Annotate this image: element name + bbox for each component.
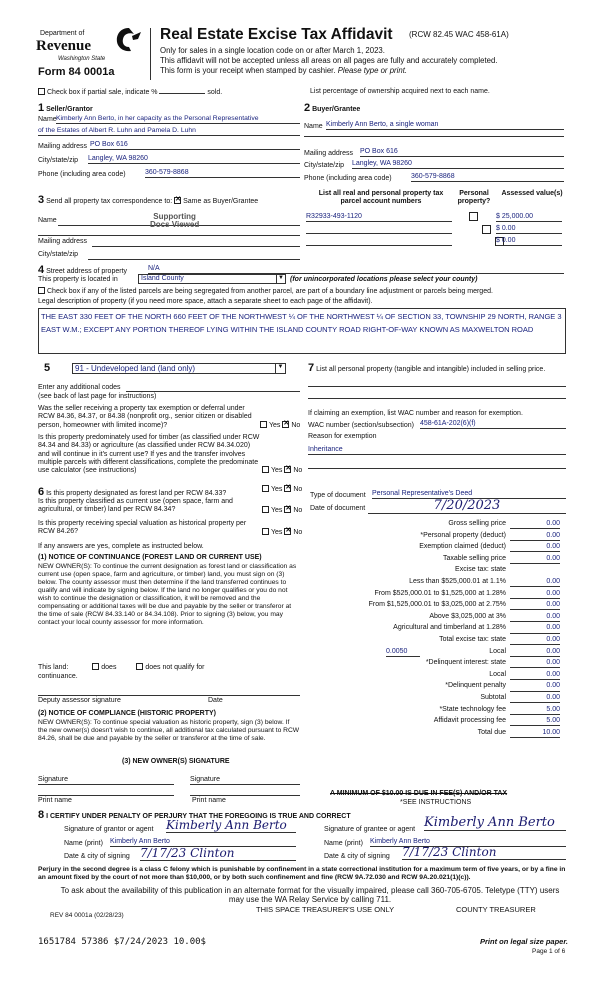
grantor-date-field[interactable]: 7/17/23 Clinton <box>140 846 296 861</box>
legal-paper-note: Print on legal size paper. <box>480 937 568 946</box>
page-number: Page 1 of 6 <box>532 948 566 955</box>
tax-row-value[interactable]: 5.00 <box>510 706 560 715</box>
certify-line: 8 I CERTIFY UNDER PENALTY OF PERJURY THAT THE FOREGOING IS TRUE AND CORRECT <box>38 809 351 821</box>
notice1-title: (1) NOTICE OF CONTINUANCE (FOREST LAND OR CURRENT USE) <box>38 554 262 561</box>
county-treasurer: COUNTY TREASURER <box>456 905 536 914</box>
assessed-value-2[interactable]: $ 0.00 <box>496 225 562 234</box>
land-use-select[interactable] <box>72 363 286 374</box>
tax-row <box>296 706 564 717</box>
tax-row-value[interactable]: 0.00 <box>510 624 560 633</box>
tax-row-label: Above $3,025,000 at 3% <box>429 612 506 620</box>
county-note: (for unincorporated locations please select your county) <box>290 276 478 283</box>
header-note3 <box>160 66 407 75</box>
tax-row-value[interactable]: 0.00 <box>510 520 560 529</box>
tax-row <box>296 520 564 531</box>
tax-row <box>296 671 564 682</box>
tax-row-label: *Delinquent interest: state <box>425 659 506 667</box>
grantee-name-field[interactable]: Kimberly Ann Berto <box>370 838 566 847</box>
treasurer-only: THIS SPACE TREASURER'S USE ONLY <box>256 905 395 914</box>
additional-codes-label: Enter any additional codes <box>38 384 121 391</box>
doc-date-field[interactable]: 7/20/2023 <box>368 498 566 514</box>
seller-name-field-line2[interactable]: of the Estates of Albert R. Luhn and Pamela D. Luhn <box>38 127 300 136</box>
tax-row-value[interactable]: 0.00 <box>510 578 560 587</box>
minimum-note: A MINIMUM OF $10.00 IS DUE IN FEE(S) AND/OR TAX <box>330 790 508 797</box>
seller-city-field[interactable]: Langley, WA 98260 <box>88 155 300 164</box>
chevron-down-icon: ▼ <box>276 275 285 284</box>
tax-row-label: Local <box>489 670 506 678</box>
s6q1-yes-no: Yes ✕ No <box>262 485 302 494</box>
segregated-label: Check box if any of the listed parcels are being segregated from another parcel, are part of a boundary line adjustment or parcels being merged. <box>47 288 493 295</box>
tax-row <box>296 543 564 554</box>
tax-row-value[interactable]: 10.00 <box>510 729 560 738</box>
reason-label: Reason for exemption <box>308 433 377 440</box>
ownership-note: List percentage of ownership acquired next to each name. <box>310 88 490 95</box>
personal-property-checkbox-1[interactable] <box>469 212 478 221</box>
dept-state: Washington State <box>58 56 106 62</box>
doc-type-label: Type of document <box>310 492 366 499</box>
form-rcw: (RCW 82.45 WAC 458-61A) <box>409 30 509 39</box>
tax-row-value[interactable]: 0.00 <box>510 543 560 552</box>
q2-yes-checkbox[interactable] <box>262 466 269 473</box>
s6q2-yes-checkbox[interactable] <box>262 506 269 513</box>
tax-row-value[interactable]: 0.00 <box>510 682 560 691</box>
continuance-label: continuance. <box>38 673 78 680</box>
q1-no-checkbox[interactable] <box>282 421 289 428</box>
perjury-note: Perjury in the second degree is a class C felony which is punishable by confinement in a state correctional institution for a maximum term of five years, or by a fine in an amount fixed by the court of not more than $10,000, or by both such confinement and fine (RCW 9A.72.030 and RCW 9A.20.021(1)(c)). <box>38 866 566 881</box>
buyer-phone-field[interactable]: 360-579-8868 <box>411 173 564 182</box>
tax-row <box>296 648 564 659</box>
tax-row-value[interactable]: 0.00 <box>510 601 560 610</box>
county-select[interactable] <box>138 274 286 284</box>
tax-row <box>296 729 564 740</box>
seller-mailing-field[interactable]: PO Box 616 <box>90 141 300 150</box>
parcel-col-assessed: Assessed value(s) <box>501 190 563 197</box>
tax-row-label: From $1,525,000.01 to $3,025,000 at 2.75% <box>368 601 506 609</box>
docs-viewed-stamp: Supporting Docs Viewed <box>150 212 200 229</box>
land-does-checkbox[interactable] <box>92 663 99 670</box>
tax-row <box>296 532 564 543</box>
tax-row-value[interactable]: 0.00 <box>510 555 560 564</box>
header-note2: This affidavit will not be accepted unless all areas on all pages are fully and accurately completed. <box>160 56 498 65</box>
tax-row-value[interactable]: 0.00 <box>510 694 560 703</box>
exemption-label: If claiming an exemption, list WAC number and reason for exemption. <box>308 410 523 417</box>
tax-row <box>296 636 564 647</box>
wac-label: WAC number (section/subsection) <box>308 422 414 429</box>
segregated-row <box>38 287 568 296</box>
partial-sale-label: Check box if partial sale, indicate % <box>47 89 158 96</box>
section6-q3: Is this property receiving special valuation as historical property per RCW 84.26? <box>38 520 247 536</box>
land-use-value: 91 - Undeveloped land (land only) <box>75 364 196 373</box>
if-yes-note: If any answers are yes, complete as instructed below. <box>38 543 204 550</box>
corr-city-label: City/state/zip <box>38 251 79 258</box>
grantee-sig-label: Signature of grantee or agent <box>324 826 416 833</box>
partial-sale-sold: sold. <box>207 89 223 96</box>
s6q3-yes-no: Yes ✕ No <box>262 528 302 537</box>
tax-row-label: *Delinquent penalty <box>445 682 506 690</box>
s6q3-yes-checkbox[interactable] <box>262 528 269 535</box>
tax-row-label: *Personal property (deduct) <box>420 531 506 539</box>
deputy-sig-label: Deputy assessor signature <box>38 697 121 704</box>
s6q1-yes-checkbox[interactable] <box>262 485 269 492</box>
form-number: Form 84 0001a <box>38 66 115 78</box>
tax-row <box>296 590 564 601</box>
q2-no-checkbox[interactable] <box>284 466 291 473</box>
tax-row-label: Less than $525,000.01 at 1.1% <box>409 578 506 585</box>
tax-row-value[interactable]: 0.00 <box>510 532 560 541</box>
alt-format-note: To ask about the availability of this publication in an alternate format for the visually impaired, please call 360-705-6705. Teletype (TTY) users may use the WA Relay Service by calling 711. <box>60 886 560 905</box>
tax-row-value[interactable]: 0.00 <box>510 590 560 599</box>
seller-city-label: City/state/zip <box>38 157 79 164</box>
doc-type-field[interactable]: Personal Representative's Deed <box>372 490 566 499</box>
partial-sale-row <box>38 88 222 97</box>
buyer-name-field[interactable]: Kimberly Ann Berto, a single woman <box>326 121 564 130</box>
legal-label: Legal description of property (if you need more space, attach a separate sheet to each page of the affidavit). <box>38 298 373 305</box>
s6q2-yes-no: Yes ✕ No <box>262 506 302 515</box>
parcel-number-1[interactable]: R32933-493-1120 <box>306 213 452 222</box>
tax-row <box>296 624 564 635</box>
county-select-value: Island County <box>141 275 184 282</box>
seller-name-field[interactable]: Kimberly Ann Berto, in her capacity as the Personal Representative <box>56 115 300 124</box>
tax-row-value[interactable]: 0.00 <box>510 648 560 657</box>
grantee-date-field[interactable]: 7/17/23 Clinton <box>402 845 566 860</box>
tax-row-label: Agricultural and timberland at 1.28% <box>393 624 506 632</box>
grantee-signature[interactable]: Kimberly Ann Berto <box>424 815 566 831</box>
owner-signature-label: Signature <box>38 776 68 783</box>
header-note1: Only for sales in a single location code on or after March 1, 2023. <box>160 46 385 55</box>
grantee-name-label: Name (print) <box>324 840 363 847</box>
assessed-value-3[interactable]: $ 0.00 <box>496 237 562 246</box>
section5-num: 5 <box>44 362 51 374</box>
tax-row <box>296 682 564 693</box>
tax-row-label: Affidavit processing fee <box>433 717 506 725</box>
parcel-col-personal: Personal property? <box>457 190 491 206</box>
tax-row <box>296 555 564 566</box>
tax-row-label: Exemption claimed (deduct) <box>419 543 506 551</box>
tax-row-label: From $525,000.01 to $1,525,000 at 1.28% <box>374 589 506 597</box>
grantor-name-label: Name (print) <box>64 840 103 847</box>
see-instructions: *SEE INSTRUCTIONS <box>400 799 472 806</box>
tax-row-label: Total due <box>477 728 506 736</box>
street-field[interactable]: N/A <box>148 265 564 274</box>
seller-phone-label: Phone (including area code) <box>38 171 126 178</box>
tax-row-value[interactable]: 5.00 <box>510 717 560 726</box>
recording-stamp: 1651784 57386 $7/24/2023 10.00$ <box>38 937 206 947</box>
seller-heading: 1 Seller/Grantor <box>38 102 93 114</box>
buyer-mailing-field[interactable]: PO Box 616 <box>360 148 564 157</box>
q2-yes-no: Yes ✕ No <box>262 466 302 475</box>
section7-label: 7 List all personal property (tangible and intangible) included in selling price. <box>308 362 546 374</box>
parcel-col-numbers: List all real and personal property tax parcel account numbers <box>318 190 444 206</box>
header-note3-text: This form is your receipt when stamped by cashier. <box>160 66 336 75</box>
same-as-buyer-checkbox[interactable] <box>174 197 181 204</box>
s6q1-no-checkbox[interactable] <box>284 485 291 492</box>
owner-print-label: Print name <box>38 797 72 804</box>
land-does-not-checkbox[interactable] <box>136 663 143 670</box>
section5-q1: Was the seller receiving a property tax exemption or deferral under RCW 84.36, 84.37, or 84.38 (nonprofit org., senior citizen or disabled person, homeowner with limited income)? <box>38 405 252 429</box>
seller-phone-field[interactable]: 360-579-8868 <box>145 169 300 178</box>
tax-row-value[interactable]: 0.00 <box>510 659 560 668</box>
legal-description-field[interactable]: THE EAST 330 FEET OF THE NORTH 660 FEET OF THE NORTHWEST ¼ OF THE NORTHWEST ¼ OF SECTION 33, TOWNSHIP 29 NORTH, RANGE 3 EAST W.M.; EXCEPT ANY PORTION THEREOF LYING WITHIN THE ISLAND COUNTY ROAD RIGHT-OF-WAY KNOWN AS MAXWELTON ROAD <box>38 308 566 354</box>
tax-row <box>296 717 564 728</box>
grantor-sig-label: Signature of grantor or agent <box>64 826 154 833</box>
grantee-date-label: Date & city of signing <box>324 853 390 860</box>
dept-line1: Department of <box>40 30 85 37</box>
seller-mailing-label: Mailing address <box>38 143 88 150</box>
tax-row-label: Total excise tax: state <box>439 636 506 643</box>
rev-label: REV 84 0001a (02/28/23) <box>50 912 124 919</box>
notice1-body: NEW OWNER(S): To continue the current designation as forest land or classification as current use (open space, farm and agriculture, or timber) land, you must sign on (3) below. The county assessor must then determine if the land transferred continues to qualify and will indicate by signing below. If the land no longer qualifies or you do not wish to continue the designation or classification, it will be removed and the compensating or additional taxes will be due and payable by the seller or transferor at the time of sale (RCW 84.33.140 or 84.34.108). Prior to signing (3) below, you may contact your local county assessor for more information. <box>38 563 297 627</box>
tax-row-value[interactable]: 0.00 <box>510 613 560 622</box>
buyer-city-label: City/state/zip <box>304 162 345 169</box>
wac-field[interactable]: 458-61A-202(6)(f) <box>420 420 566 429</box>
section6-q2: Is this property classified as current use (open space, farm and agricultural, or timber) land per RCW 84.34? <box>38 498 233 514</box>
doc-date-label: Date of document <box>310 505 366 512</box>
located-in-label: This property is located in <box>38 276 118 283</box>
grantor-signature[interactable]: Kimberly Ann Berto <box>166 818 296 833</box>
new-owner-sig-title: (3) NEW OWNER(S) SIGNATURE <box>122 758 230 765</box>
tax-row-label: Taxable selling price <box>442 554 506 562</box>
corr-name-label: Name <box>38 217 57 224</box>
dept-line2: Revenue <box>36 38 91 54</box>
buyer-city-field[interactable]: Langley, WA 98260 <box>352 160 564 169</box>
this-land-row: This land: does does not qualify for <box>38 664 205 671</box>
q1-yes-no: Yes ✕ No <box>260 421 300 430</box>
tax-row-label: *State technology fee <box>439 705 506 713</box>
segregated-checkbox[interactable] <box>38 287 45 294</box>
street-row: 4 Street address of property <box>38 264 128 276</box>
s6q2-no-checkbox[interactable] <box>284 506 291 513</box>
seller-name-label: Name <box>38 116 57 123</box>
notice2-body: NEW OWNER(S): To continue special valuation as historic property, sign (3) below. If the new owner(s) doesn't wish to continue, all additional tax calculated pursuant to RCW 84.26, shall be due and payable by the seller or transferor at the time of sale. <box>38 719 300 743</box>
tax-row <box>296 694 564 705</box>
notice2-title: (2) NOTICE OF COMPLIANCE (HISTORIC PROPERTY) <box>38 710 216 717</box>
dor-swoosh-icon <box>114 26 144 54</box>
section6-q1: 6 Is this property designated as forest land per RCW 84.33? <box>38 486 227 498</box>
partial-sale-checkbox[interactable] <box>38 88 45 95</box>
buyer-heading: 2 Buyer/Grantee <box>304 102 361 114</box>
tax-row-value[interactable]: 0.00 <box>510 671 560 680</box>
tax-row-value[interactable]: 0.00 <box>510 636 560 645</box>
chevron-down-icon: ▼ <box>275 364 285 374</box>
tax-row <box>296 601 564 612</box>
see-back-label: (see back of last page for instructions) <box>38 393 157 400</box>
owner-print2-label: Print name <box>192 797 226 804</box>
grantor-date-label: Date & city of signing <box>64 853 130 860</box>
local-rate-value[interactable]: 0.0050 <box>386 648 420 657</box>
s6q3-no-checkbox[interactable] <box>284 528 291 535</box>
tax-row-label: Local <box>489 647 506 655</box>
tax-row-label: Excise tax: state <box>455 566 506 574</box>
assessed-value-1[interactable]: $ 25,000.00 <box>496 213 562 222</box>
tax-row-label: Subtotal <box>480 694 506 701</box>
tax-row <box>296 578 564 589</box>
grantor-name-field[interactable]: Kimberly Ann Berto <box>110 838 296 847</box>
tax-row <box>296 659 564 670</box>
tax-row-label: Gross selling price <box>448 520 506 527</box>
correspondence-heading: 3 Send all property tax correspondence to: ✕ Same as Buyer/Grantee <box>38 194 258 207</box>
reason-field[interactable]: Inheritance <box>308 446 566 455</box>
tax-row <box>296 613 564 624</box>
deputy-date-label: Date <box>208 697 223 704</box>
header-note3-italic: Please type or print. <box>337 66 408 75</box>
form-title: Real Estate Excise Tax Affidavit <box>160 26 393 43</box>
personal-property-checkbox-2[interactable] <box>482 225 491 234</box>
buyer-name-label: Name <box>304 123 323 130</box>
buyer-mailing-label: Mailing address <box>304 150 354 157</box>
section5-q2: Is this property predominately used for timber (as classified under RCW 84.34 and 84.33) or agriculture (as classified under RCW 84.34.020) and will continue in it's current use? If yes and the transfer involves multiple parcels with different classifications, complete the predominate use calculator (see instructions) <box>38 434 260 474</box>
corr-mailing-label: Mailing address <box>38 238 88 245</box>
buyer-phone-label: Phone (including area code) <box>304 175 392 182</box>
tax-row <box>296 566 564 577</box>
q1-yes-checkbox[interactable] <box>260 421 267 428</box>
owner-signature2-label: Signature <box>190 776 220 783</box>
